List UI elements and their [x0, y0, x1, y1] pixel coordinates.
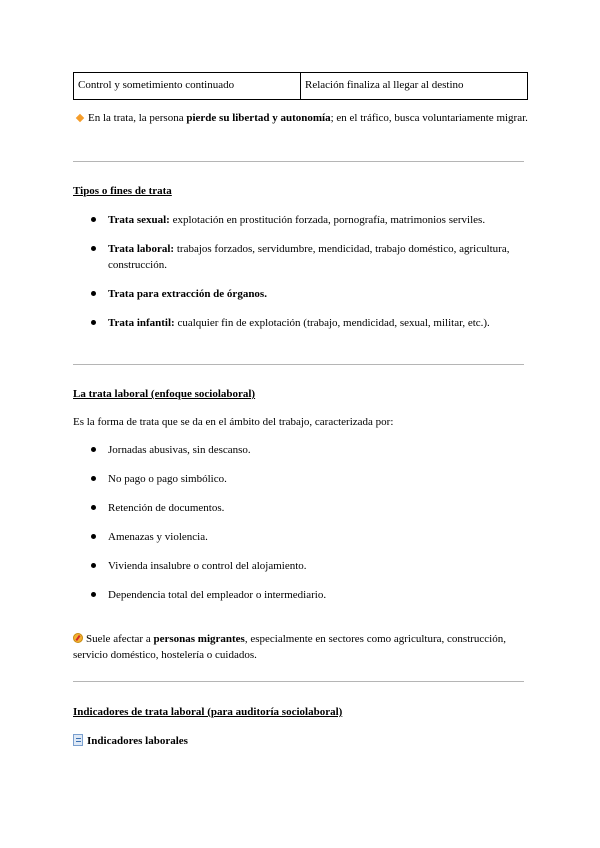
list-item: Amenazas y violencia.: [73, 529, 523, 545]
table-row: [74, 73, 528, 100]
note-emphasis: pierde su libertad y autonomía: [186, 112, 331, 124]
divider: [73, 364, 524, 365]
subheading-indicadores-laborales: Indicadores laborales: [73, 734, 188, 750]
note-text-end: ; en el tráfico, busca voluntariamente migrar.: [330, 112, 528, 124]
divider: [73, 161, 524, 162]
list-item: No pago o pago simbólico.: [73, 471, 523, 487]
migrantes-note: Suele afectar a personas migrantes, especialmente en sectores como agricultura, construcción, servicio doméstico, hostelería o cuidados.: [73, 633, 506, 661]
list-item: Vivienda insalubre o control del alojamiento.: [73, 558, 523, 574]
table-cell-right: Relación finaliza al llegar al destino: [301, 73, 528, 100]
section-heading-laboral: La trata laboral (enfoque sociolaboral): [73, 388, 256, 400]
list-item: Jornadas abusivas, sin descanso.: [73, 442, 523, 458]
list-item: Trata sexual: explotación en prostitución forzada, pornografía, matrimonios serviles.: [73, 212, 523, 228]
note-text: En la trata, la persona: [88, 112, 187, 124]
comparison-table: [73, 72, 528, 100]
divider: [73, 681, 524, 682]
list-item: Retención de documentos.: [73, 500, 523, 516]
table-cell-left: Control y sometimiento continuado: [74, 73, 301, 100]
spiral-notepad-icon: [73, 734, 83, 746]
list-item: Dependencia total del empleador o intermediario.: [73, 587, 523, 603]
laboral-list: [73, 442, 523, 603]
compass-icon: [73, 633, 83, 643]
trata-vs-trafico-note: [73, 110, 528, 126]
list-item: Trata laboral: trabajos forzados, servidumbre, mendicidad, trabajo doméstico, agricultura, construcción.: [73, 241, 523, 273]
list-item: Trata infantil: cualquier fin de explotación (trabajo, mendicidad, sexual, militar, etc.).: [73, 315, 523, 331]
section-heading-tipos: Tipos o fines de trata: [73, 185, 172, 197]
laboral-intro: Es la forma de trata que se da en el ámbito del trabajo, caracterizada por:: [73, 416, 394, 428]
section-heading-indicadores: Indicadores de trata laboral (para auditoría sociolaboral): [73, 706, 343, 718]
tipos-list: [73, 212, 523, 331]
orange-diamond-icon: [76, 114, 84, 122]
list-item: Trata para extracción de órganos.: [73, 286, 523, 302]
